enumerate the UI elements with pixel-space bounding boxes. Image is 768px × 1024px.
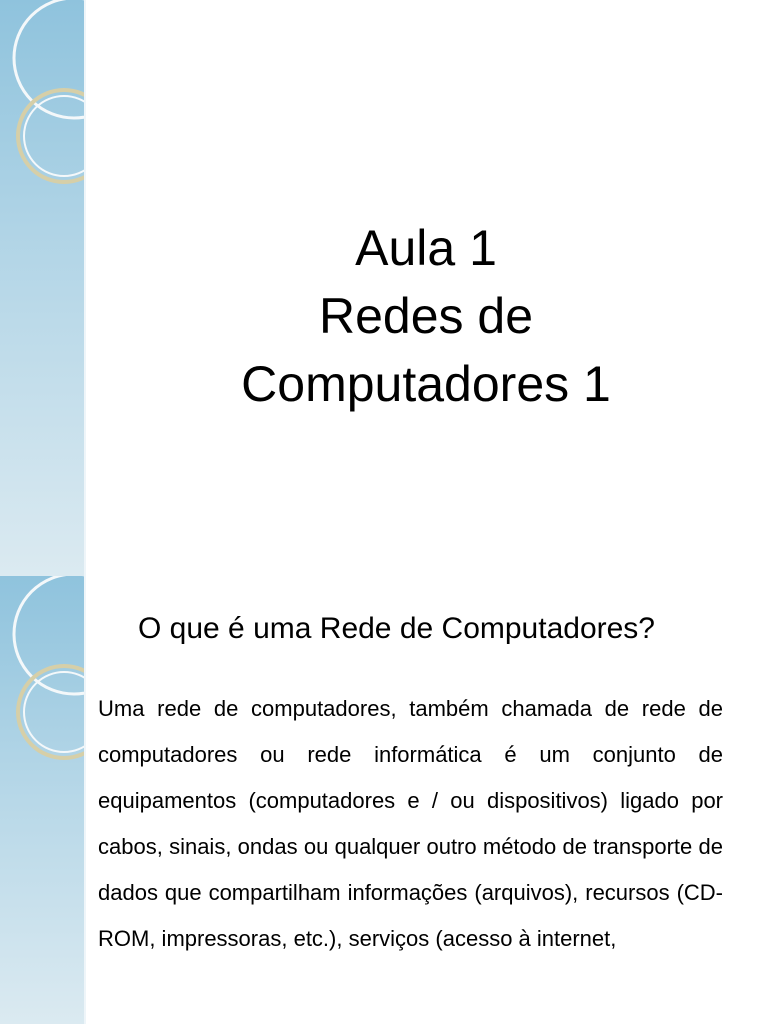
slide-2 (0, 576, 768, 1024)
title-line-1: Aula 1 (355, 220, 497, 276)
title-line-2: Redes de (318, 288, 534, 344)
decorative-rings-icon (0, 0, 84, 576)
decorative-side-band (0, 576, 86, 1024)
body-paragraph: Uma rede de computadores, também chamada de rede de computadores ou rede informática é um conjunto de equipamentos (computadores e / ou dispositivos) ligado por cabos, sinais, ondas ou qualquer outro método de transporte de dados que compartilham informações (arquivos), recursos (CD-ROM, impressoras, etc.), serviços (acesso à internet, (98, 696, 723, 951)
decorative-side-band (0, 0, 86, 576)
decorative-rings-icon (0, 576, 84, 1024)
slide-title (84, 214, 768, 418)
slide-heading: O que é uma Rede de Computadores? (138, 612, 655, 645)
title-line-3: Computadores 1 (241, 356, 611, 412)
